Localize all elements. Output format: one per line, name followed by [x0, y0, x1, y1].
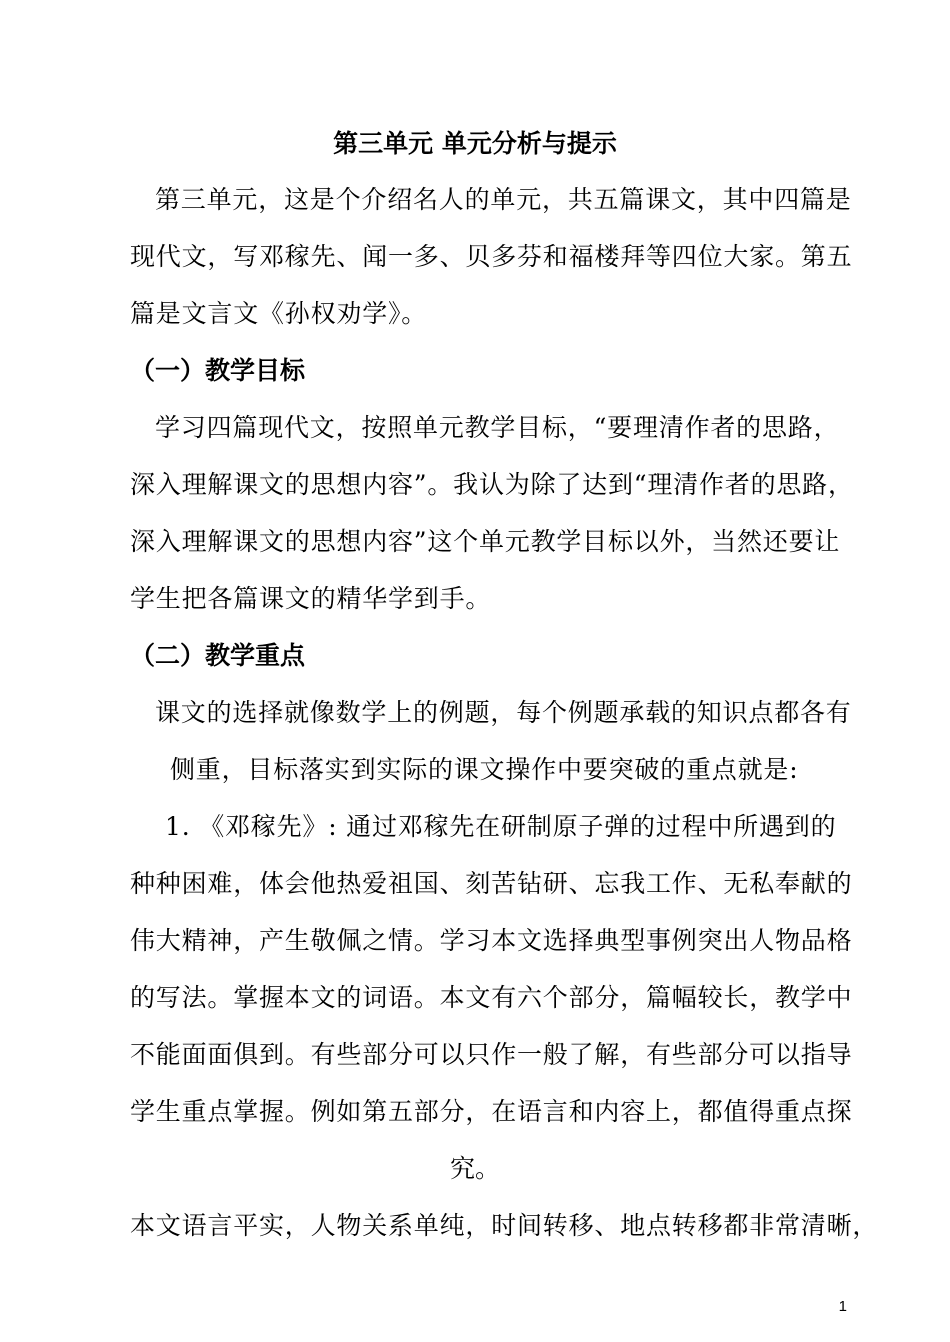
- intro-line-2: 现代文，写邓稼先、闻一多、贝多芬和福楼拜等四位大家。第五: [130, 242, 853, 271]
- item1-tail: 究。: [449, 1154, 500, 1183]
- item1-line-6: 学生重点掌握。例如第五部分，在语言和内容上，都值得重点探: [130, 1097, 853, 1126]
- item1-line-4: 的写法。掌握本文的词语。本文有六个部分，篇幅较长，教学中: [130, 983, 853, 1012]
- last-line: 本文语言平实，人物关系单纯，时间转移、地点转移都非常清晰，: [130, 1211, 879, 1240]
- goals-line-2: 深入理解课文的思想内容”。我认为除了达到“理清作者的思路，: [130, 470, 854, 499]
- intro-line-1: 第三单元，这是个介绍名人的单元，共五篇课文，其中四篇是: [155, 185, 852, 214]
- key-points-line-1: 课文的选择就像数学上的例题，每个例题承载的知识点都各有: [155, 698, 852, 727]
- page-number: 1: [838, 1298, 847, 1315]
- item1-line-3: 伟大精神，产生敬佩之情。学习本文选择典型事例突出人物品格: [130, 926, 853, 955]
- item1-line-1: 1. 《邓稼先》: 通过邓稼先在研制原子弹的过程中所遇到的: [165, 812, 837, 841]
- page-title: 第三单元 单元分析与提示: [333, 129, 617, 158]
- intro-line-3: 篇是文言文《孙权劝学》。: [130, 299, 428, 328]
- item1-line-5: 不能面面俱到。有些部分可以只作一般了解，有些部分可以指导: [130, 1040, 853, 1069]
- goals-line-1: 学习四篇现代文，按照单元教学目标，“要理清作者的思路，: [155, 413, 840, 442]
- section-heading-goals: （一）教学目标: [130, 356, 306, 385]
- goals-line-4: 学生把各篇课文的精华学到手。: [130, 584, 492, 613]
- key-points-line-2: 侧重，目标落实到实际的课文操作中要突破的重点就是:: [170, 755, 799, 784]
- goals-line-3: 深入理解课文的思想内容”这个单元教学目标以外，当然还要让: [130, 527, 841, 556]
- item1-line-2: 种种困难，体会他热爱祖国、刻苦钻研、忘我工作、无私奉献的: [130, 869, 853, 898]
- section-heading-key-points: （二）教学重点: [130, 641, 306, 670]
